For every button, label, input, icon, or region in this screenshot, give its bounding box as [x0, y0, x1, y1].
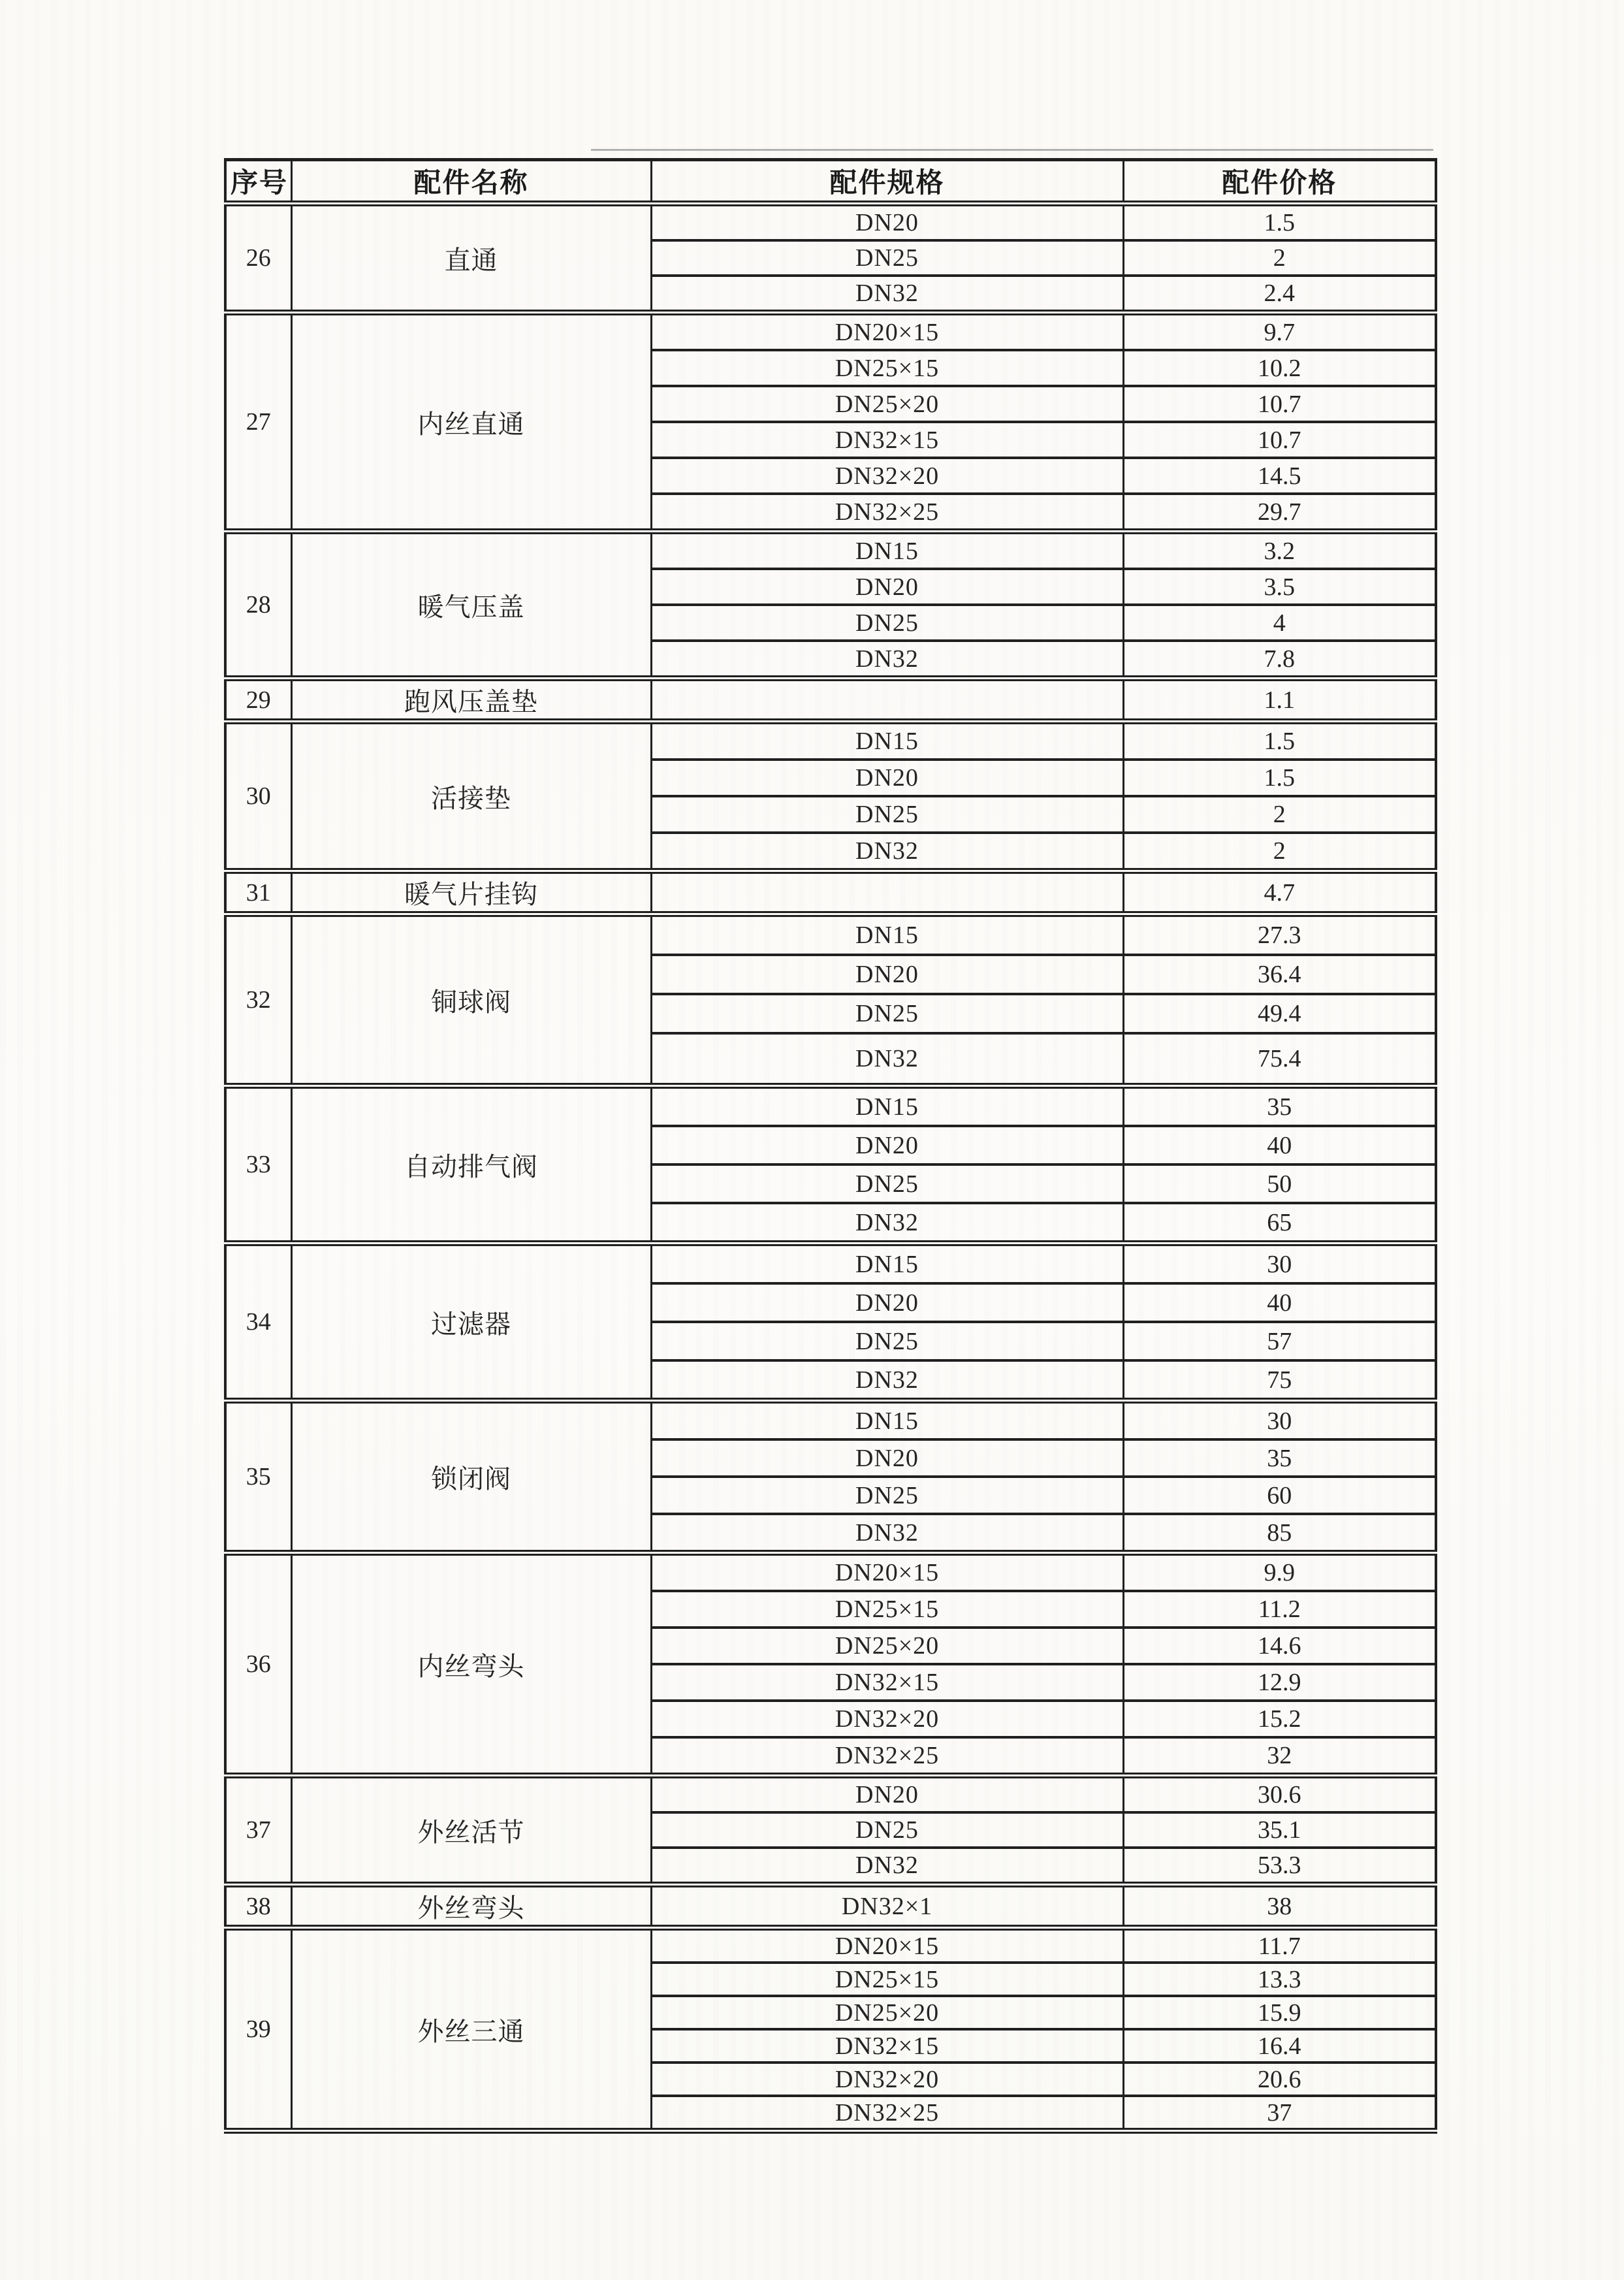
- spec-cell: DN32: [651, 1203, 1123, 1244]
- spec-cell: [651, 679, 1123, 722]
- table-row: [225, 1553, 1436, 1592]
- price-cell: 4.7: [1123, 871, 1436, 914]
- part-name-cell: 内丝弯头: [291, 1553, 651, 1776]
- part-name-cell: 自动排气阀: [291, 1086, 651, 1244]
- table-header: [225, 160, 1436, 204]
- spec-cell: DN20: [651, 1776, 1123, 1813]
- spec-cell: DN20: [651, 955, 1123, 994]
- price-cell: 40: [1123, 1126, 1436, 1164]
- price-cell: 50: [1123, 1164, 1436, 1203]
- table-row: [225, 871, 1436, 914]
- spec-cell: DN25: [651, 994, 1123, 1033]
- price-cell: 16.4: [1123, 2029, 1436, 2063]
- price-cell: 10.2: [1123, 350, 1436, 386]
- price-cell: 30.6: [1123, 1776, 1436, 1813]
- spec-cell: DN25: [651, 240, 1123, 276]
- part-name-cell: 暖气片挂钩: [291, 871, 651, 914]
- table-row: [225, 1086, 1436, 1127]
- serial-number-cell: 37: [225, 1776, 291, 1885]
- part-name-cell: 外丝弯头: [291, 1885, 651, 1928]
- price-cell: 15.2: [1123, 1701, 1436, 1737]
- price-cell: 2: [1123, 796, 1436, 833]
- spec-cell: DN25: [651, 1477, 1123, 1514]
- spec-cell: DN20: [651, 1126, 1123, 1164]
- header-serial-number: 序号: [225, 160, 291, 204]
- price-cell: 11.7: [1123, 1928, 1436, 1963]
- price-cell: 85: [1123, 1514, 1436, 1553]
- price-cell: 15.9: [1123, 1996, 1436, 2029]
- serial-number-cell: 29: [225, 679, 291, 722]
- table-row: [225, 313, 1436, 351]
- price-cell: 38: [1123, 1885, 1436, 1928]
- spec-cell: DN20: [651, 1439, 1123, 1477]
- price-cell: 53.3: [1123, 1848, 1436, 1885]
- spec-cell: DN32: [651, 1360, 1123, 1401]
- parts-price-table: [224, 158, 1437, 2134]
- spec-cell: DN32×20: [651, 458, 1123, 494]
- spec-cell: DN32: [651, 641, 1123, 679]
- spec-cell: DN25×20: [651, 386, 1123, 422]
- spec-cell: DN32×15: [651, 1664, 1123, 1701]
- spec-cell: DN15: [651, 722, 1123, 760]
- table-row: [225, 1776, 1436, 1813]
- price-cell: 40: [1123, 1283, 1436, 1322]
- price-cell: 30: [1123, 1401, 1436, 1440]
- part-name-cell: 暖气压盖: [291, 532, 651, 679]
- price-cell: 30: [1123, 1244, 1436, 1284]
- price-cell: 20.6: [1123, 2063, 1436, 2096]
- price-cell: 9.7: [1123, 313, 1436, 351]
- spec-cell: DN32×25: [651, 1737, 1123, 1776]
- table-body: [225, 204, 1436, 2131]
- spec-cell: DN32×25: [651, 494, 1123, 532]
- spec-cell: DN15: [651, 914, 1123, 955]
- price-cell: 2: [1123, 240, 1436, 276]
- part-name-cell: 内丝直通: [291, 313, 651, 532]
- spec-cell: DN32×15: [651, 2029, 1123, 2063]
- header-part-spec: 配件规格: [651, 160, 1123, 204]
- spec-cell: DN25×20: [651, 1628, 1123, 1664]
- serial-number-cell: 33: [225, 1086, 291, 1244]
- price-cell: 7.8: [1123, 641, 1436, 679]
- price-cell: 1.1: [1123, 679, 1436, 722]
- price-cell: 14.6: [1123, 1628, 1436, 1664]
- spec-cell: DN25: [651, 1164, 1123, 1203]
- serial-number-cell: 31: [225, 871, 291, 914]
- scan-artifact-line: [591, 149, 1433, 151]
- part-name-cell: 外丝活节: [291, 1776, 651, 1885]
- part-name-cell: 外丝三通: [291, 1928, 651, 2131]
- serial-number-cell: 35: [225, 1401, 291, 1553]
- spec-cell: DN32×20: [651, 2063, 1123, 2096]
- part-name-cell: 跑风压盖垫: [291, 679, 651, 722]
- spec-cell: DN32: [651, 1514, 1123, 1553]
- price-cell: 11.2: [1123, 1591, 1436, 1628]
- table-row: [225, 532, 1436, 570]
- header-part-price: 配件价格: [1123, 160, 1436, 204]
- price-cell: 2: [1123, 833, 1436, 871]
- price-cell: 1.5: [1123, 722, 1436, 760]
- price-cell: 10.7: [1123, 386, 1436, 422]
- price-cell: 4: [1123, 605, 1436, 641]
- price-cell: 49.4: [1123, 994, 1436, 1033]
- price-cell: 37: [1123, 2096, 1436, 2131]
- table-row: [225, 1928, 1436, 1963]
- spec-cell: DN32×20: [651, 1701, 1123, 1737]
- serial-number-cell: 27: [225, 313, 291, 532]
- serial-number-cell: 36: [225, 1553, 291, 1776]
- spec-cell: DN32: [651, 1848, 1123, 1885]
- part-name-cell: 铜球阀: [291, 914, 651, 1086]
- price-cell: 35.1: [1123, 1812, 1436, 1848]
- price-cell: 35: [1123, 1439, 1436, 1477]
- price-cell: 35: [1123, 1086, 1436, 1127]
- price-cell: 60: [1123, 1477, 1436, 1514]
- spec-cell: DN32: [651, 1033, 1123, 1086]
- serial-number-cell: 34: [225, 1244, 291, 1401]
- spec-cell: DN20×15: [651, 1553, 1123, 1592]
- serial-number-cell: 32: [225, 914, 291, 1086]
- table-row: [225, 1244, 1436, 1284]
- price-cell: 13.3: [1123, 1963, 1436, 1996]
- part-name-cell: 锁闭阀: [291, 1401, 651, 1553]
- part-name-cell: 过滤器: [291, 1244, 651, 1401]
- part-name-cell: 直通: [291, 204, 651, 313]
- price-cell: 27.3: [1123, 914, 1436, 955]
- spec-cell: DN20×15: [651, 313, 1123, 351]
- table-row: [225, 722, 1436, 760]
- spec-cell: DN15: [651, 1244, 1123, 1284]
- price-cell: 12.9: [1123, 1664, 1436, 1701]
- spec-cell: DN20: [651, 204, 1123, 241]
- serial-number-cell: 30: [225, 722, 291, 871]
- spec-cell: DN25: [651, 796, 1123, 833]
- spec-cell: DN25×20: [651, 1996, 1123, 2029]
- spec-cell: DN32×25: [651, 2096, 1123, 2131]
- serial-number-cell: 39: [225, 1928, 291, 2131]
- spec-cell: DN25×15: [651, 1591, 1123, 1628]
- serial-number-cell: 26: [225, 204, 291, 313]
- serial-number-cell: 28: [225, 532, 291, 679]
- price-cell: 10.7: [1123, 422, 1436, 458]
- price-cell: 1.5: [1123, 204, 1436, 241]
- price-cell: 65: [1123, 1203, 1436, 1244]
- price-cell: 36.4: [1123, 955, 1436, 994]
- table-row: [225, 679, 1436, 722]
- header-part-name: 配件名称: [291, 160, 651, 204]
- price-cell: 75.4: [1123, 1033, 1436, 1086]
- price-cell: 2.4: [1123, 276, 1436, 313]
- price-cell: 57: [1123, 1322, 1436, 1360]
- table-row: [225, 204, 1436, 241]
- price-cell: 75: [1123, 1360, 1436, 1401]
- part-name-cell: 活接垫: [291, 722, 651, 871]
- price-cell: 32: [1123, 1737, 1436, 1776]
- spec-cell: DN25: [651, 1812, 1123, 1848]
- price-cell: 3.2: [1123, 532, 1436, 570]
- spec-cell: DN20: [651, 1283, 1123, 1322]
- spec-cell: DN25×15: [651, 350, 1123, 386]
- spec-cell: DN32×15: [651, 422, 1123, 458]
- table-row: [225, 1401, 1436, 1440]
- spec-cell: DN25×15: [651, 1963, 1123, 1996]
- spec-cell: DN25: [651, 1322, 1123, 1360]
- price-cell: 29.7: [1123, 494, 1436, 532]
- spec-cell: DN15: [651, 1086, 1123, 1127]
- price-cell: 1.5: [1123, 760, 1436, 796]
- table-row: [225, 1885, 1436, 1928]
- spec-cell: DN20: [651, 569, 1123, 605]
- spec-cell: DN32×1: [651, 1885, 1123, 1928]
- serial-number-cell: 38: [225, 1885, 291, 1928]
- spec-cell: DN15: [651, 532, 1123, 570]
- table-header-row: [225, 160, 1436, 204]
- price-cell: 3.5: [1123, 569, 1436, 605]
- spec-cell: DN15: [651, 1401, 1123, 1440]
- spec-cell: DN20×15: [651, 1928, 1123, 1963]
- price-cell: 14.5: [1123, 458, 1436, 494]
- spec-cell: [651, 871, 1123, 914]
- spec-cell: DN25: [651, 605, 1123, 641]
- spec-cell: DN32: [651, 833, 1123, 871]
- spec-cell: DN32: [651, 276, 1123, 313]
- table-row: [225, 914, 1436, 955]
- spec-cell: DN20: [651, 760, 1123, 796]
- price-cell: 9.9: [1123, 1553, 1436, 1592]
